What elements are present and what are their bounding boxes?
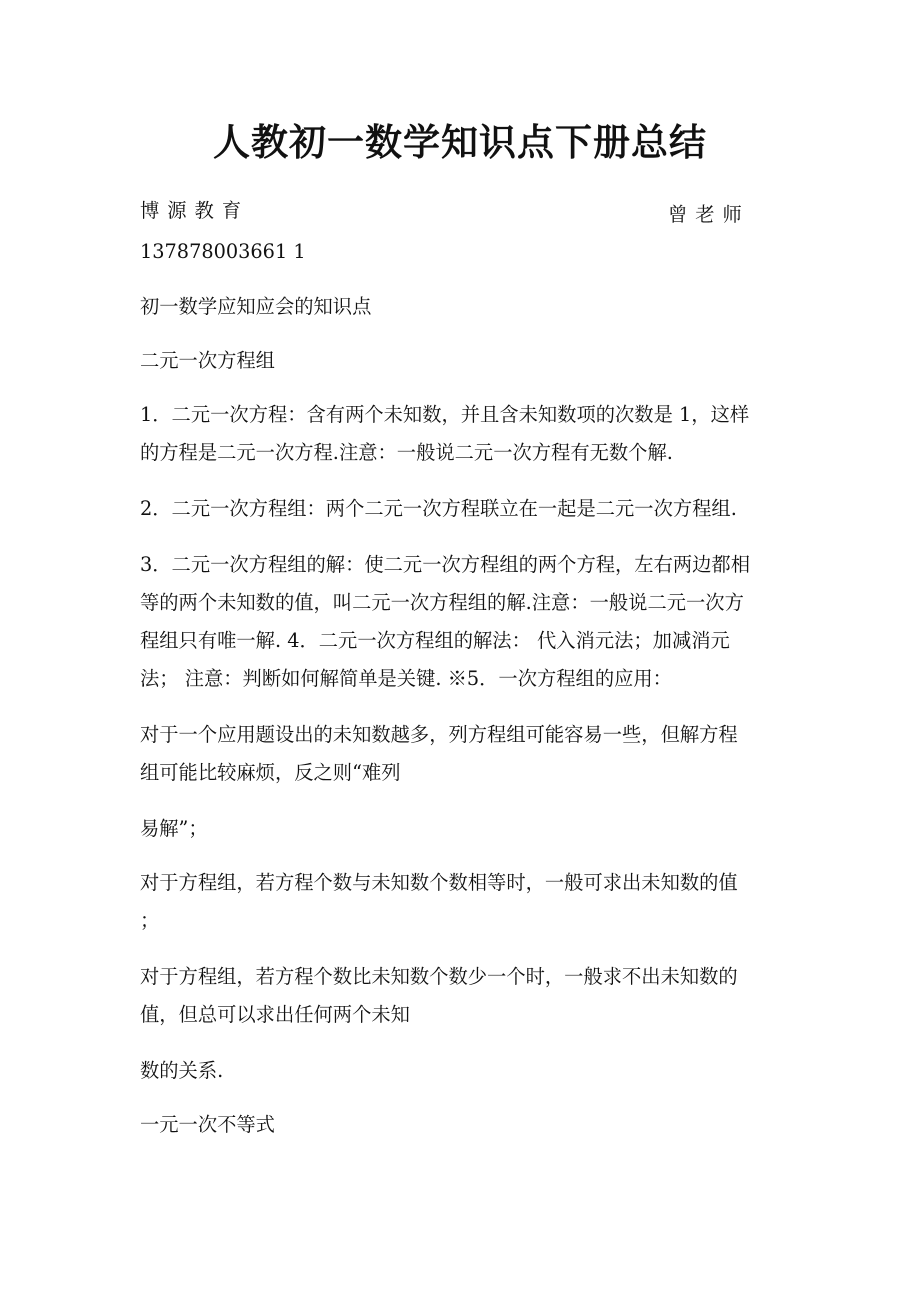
paragraph-line: 1．二元一次方程：含有两个未知数，并且含未知数项的次数是 1，这样 xyxy=(140,403,750,426)
section-intro: 初一数学应知应会的知识点 xyxy=(140,295,372,318)
org-name: 博源教育 xyxy=(140,199,250,222)
paragraph-line: 2．二元一次方程组：两个二元一次方程联立在一起是二元一次方程组. xyxy=(140,497,737,520)
paragraph-line: 3．二元一次方程组的解：使二元一次方程组的两个方程，左右两边都相 xyxy=(140,553,750,576)
paragraph-line: 易解”； xyxy=(140,817,208,840)
teacher-name: 曾老师 xyxy=(668,203,750,226)
paragraph-line: 对于一个应用题设出的未知数越多，列方程组可能容易一些，但解方程 xyxy=(140,723,738,746)
paragraph-line: 值，但总可以求出任何两个未知 xyxy=(140,1003,410,1026)
paragraph-line: ； xyxy=(140,909,160,932)
paragraph-line: 数的关系. xyxy=(140,1059,224,1082)
paragraph-line: 的方程是二元一次方程.注意：一般说二元一次方程有无数个解. xyxy=(140,441,673,464)
phone-number: 137878003661 1 xyxy=(140,240,306,263)
paragraph-line: 对于方程组，若方程个数比未知数个数少一个时，一般求不出未知数的 xyxy=(140,965,738,988)
paragraph-line: 程组只有唯一解. 4．二元一次方程组的解法： 代入消元法；加减消元 xyxy=(140,629,730,652)
page-title: 人教初一数学知识点下册总结 xyxy=(213,120,707,164)
paragraph-line: 法； 注意：判断如何解简单是关键. ※5．一次方程组的应用： xyxy=(140,667,672,690)
section-heading: 二元一次方程组 xyxy=(140,349,275,372)
section-heading: 一元一次不等式 xyxy=(140,1113,275,1136)
paragraph-line: 等的两个未知数的值，叫二元一次方程组的解.注意：一般说二元一次方 xyxy=(140,591,744,614)
paragraph-line: 组可能比较麻烦，反之则“难列 xyxy=(140,761,401,784)
paragraph-line: 对于方程组，若方程个数与未知数个数相等时，一般可求出未知数的值 xyxy=(140,871,738,894)
